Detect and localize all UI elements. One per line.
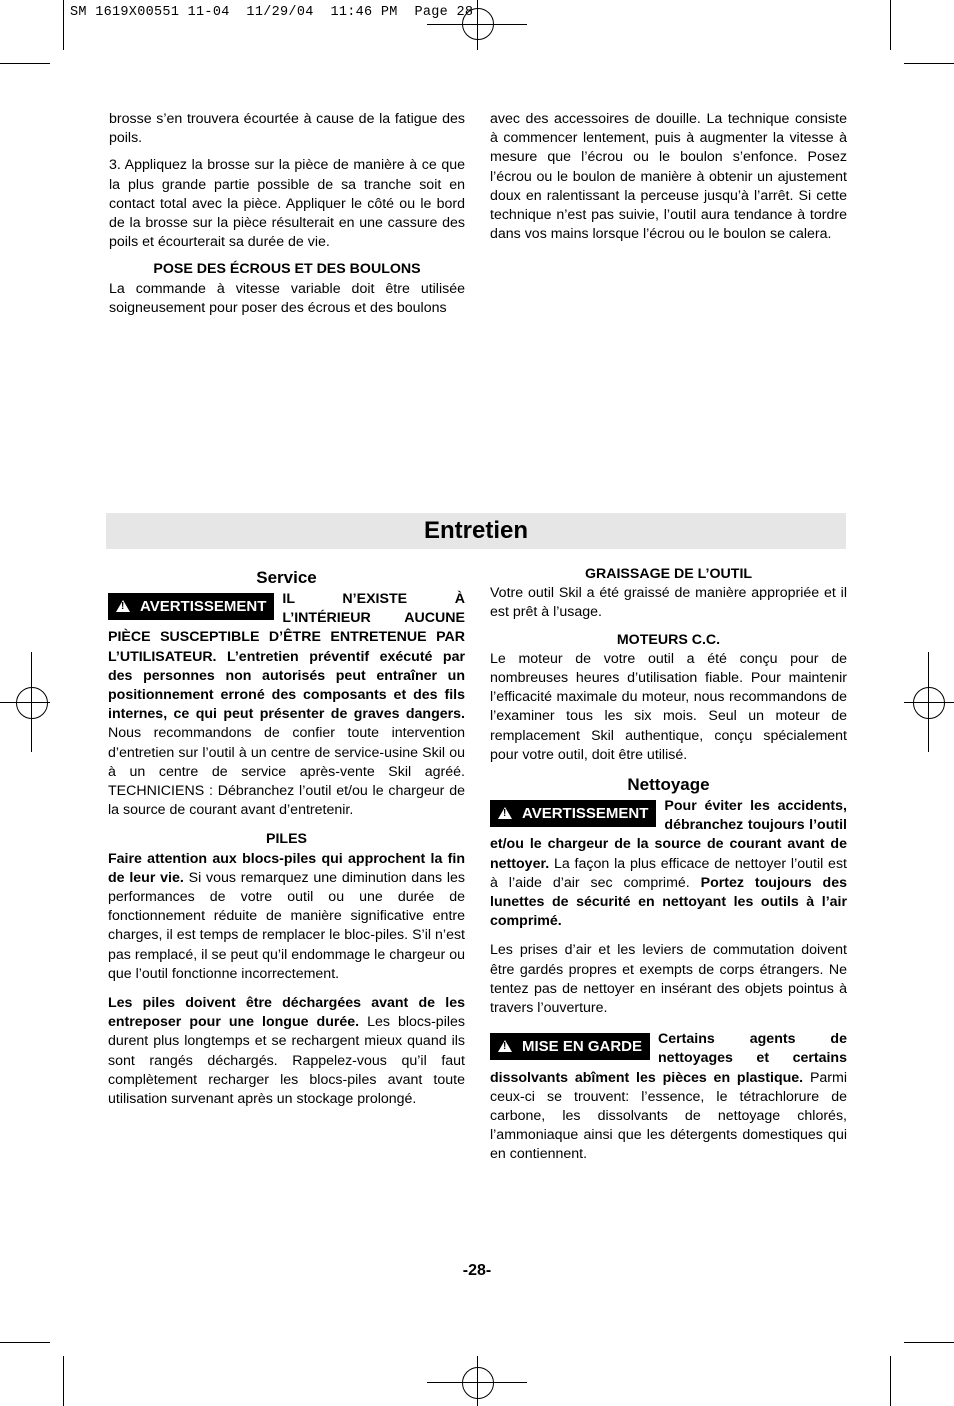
crop-mark xyxy=(31,652,32,752)
warning-triangle-icon xyxy=(498,1040,512,1052)
paragraph: 3. Appliquez la brosse sur la pièce de manière à ce que la plus grande partie possible de sa tranche soit en contact total avec la pièce. Appliquer le côté ou le bord de la brosse sur la pièce résulterait en une cassure des poils et écourterait sa durée de vie. xyxy=(109,157,465,251)
caution-paragraph: !MISE EN GARDE Certains agents de nettoyages et certains dissolvants abîment les pièces en plastique. Parmi ceux-ci se trouvent: l’essence, le tétrachlorure de carbone, les dissolvants de nettoyage chlorés, l’ammoniaque ainsi que les détergents domestiques qui en contiennent. xyxy=(490,1030,847,1164)
warning-label: !AVERTISSEMENT xyxy=(108,593,274,620)
crop-mark xyxy=(904,702,954,703)
caution-label: !MISE EN GARDE xyxy=(490,1033,650,1060)
top-left-column xyxy=(109,110,465,326)
paragraph: Votre outil Skil a été graissé de manière appropriée et il est prêt à l’usage. xyxy=(490,585,847,621)
piles-storage-paragraph: Les piles doivent être déchargées avant de les entreposer pour une longue durée. Les blocs-piles durent plus longtemps et se rechargent mieux quand ils sont rangés déchargés. Rappelez-vous qu’il faut complètement recharger les blocs-piles avant toute utilisation survenant après un stockage prolongé. xyxy=(108,995,465,1108)
crop-mark xyxy=(63,1356,64,1406)
crop-mark xyxy=(0,702,50,703)
crop-mark xyxy=(890,1356,891,1406)
service-heading: Service xyxy=(256,568,317,587)
section-title: Entretien xyxy=(423,517,528,544)
print-slug: SM 1619X00551 11-04 11/29/04 11:46 PM Page 28 xyxy=(70,5,474,20)
paragraph: avec des accessoires de douille. La technique consiste à commencer lentement, puis à augmenter la vitesse à mesure que l’écrou ou le boulon s’enfonce. Posez l’écrou ou le boulon de manière à obtenir un ajustement doux en ralentissant la perceuse jusqu’à l’arrêt. Si cette technique n’est pas suivie, l’outil aura tendance à tordre dans vos mains lorsque l’écrou ou le boulon se calera. xyxy=(490,111,847,243)
service-paragraph: !AVERTISSEMENT IL N’EXISTE À L’INTÉRIEUR AUCUNE PIÈCE SUSCEPTIBLE D’ÊTRE ENTRETENUE PAR L’UTILISATEUR. L’entretien préventif exécuté par des personnes non autorisés peut entraîner un positionnement erroné des composants et des fils internes, ce qui peut présenter de graves dangers. Nous recommandons de confier toute intervention d’entretien sur l’outil à un centre de service-usine Skil ou à un centre de service après-vente Skil agréé. TECHNICIENS : Débranchez l’outil et/ou le chargeur de la source de courant avant d’entretenir. xyxy=(108,590,465,820)
crop-mark xyxy=(928,652,929,752)
crop-mark xyxy=(0,1342,50,1343)
subheading: GRAISSAGE DE L’OUTIL xyxy=(584,566,753,582)
nettoyage-paragraph: !AVERTISSEMENT Pour éviter les accidents, débranchez toujours l’outil et/ou le chargeur de la source de courant avant de nettoyer. La façon la plus efficace de nettoyer l’outil est à l’aide d’air sec comprimé. Portez toujours des lunettes de sécurité en nettoyant les outils à l’air comprimé. xyxy=(490,797,847,931)
crop-mark xyxy=(904,63,954,64)
page-number: -28- xyxy=(462,1262,492,1279)
registration-mark-icon xyxy=(913,687,945,719)
crop-mark xyxy=(890,0,891,50)
left-column xyxy=(108,568,465,1117)
crop-mark xyxy=(0,63,50,64)
registration-mark-icon xyxy=(16,687,48,719)
crop-mark xyxy=(63,0,64,50)
crop-mark xyxy=(477,1356,478,1406)
registration-mark-icon xyxy=(462,1367,494,1399)
warning-label: !AVERTISSEMENT xyxy=(490,800,656,827)
warning-triangle-icon xyxy=(498,807,512,819)
paragraph: La commande à vitesse variable doit être utilisée soigneusement pour poser des écrous et des boulons xyxy=(109,280,465,316)
paragraph: Les prises d’air et les leviers de commutation doivent être gardés propres et exempts de corps étrangers. Ne tentez pas de nettoyer en insérant des objets pointus à travers l’ouverture. xyxy=(490,942,847,1017)
top-right-column xyxy=(490,110,847,252)
subheading: PILES xyxy=(266,831,307,848)
piles-paragraph: Faire attention aux blocs-piles qui approchent la fin de leur vie. Si vous remarquez une diminution dans les performances de votre outil ou une durée de fonctionnement réduite de manière significative entre charges, il est temps de remplacer le bloc-piles. S’il n’est pas remplacé, il se peut qu’il endommage le chargeur ou que l’outil fonctionne incorrectement. xyxy=(108,850,466,982)
crop-mark xyxy=(904,1342,954,1343)
subheading: POSE DES ÉCROUS ET DES BOULONS xyxy=(153,261,421,278)
right-column xyxy=(490,565,847,1173)
paragraph: brosse s’en trouvera écourtée à cause de la fatigue des poils. xyxy=(109,111,465,147)
warning-triangle-icon xyxy=(116,600,130,612)
crop-mark xyxy=(477,0,478,50)
nettoyage-heading: Nettoyage xyxy=(627,775,710,795)
paragraph: Le moteur de votre outil a été conçu pour de nombreuses heures d’utilisation fiable. Pour maintenir l’efficacité maximale du moteur, nous recommandons de l’examiner tous les six mois. Seul un moteur de remplacement Skil authentique, conçu spécialement pour votre outil, doit être utilisé. xyxy=(490,650,847,763)
subheading: MOTEURS C.C. xyxy=(616,631,721,648)
